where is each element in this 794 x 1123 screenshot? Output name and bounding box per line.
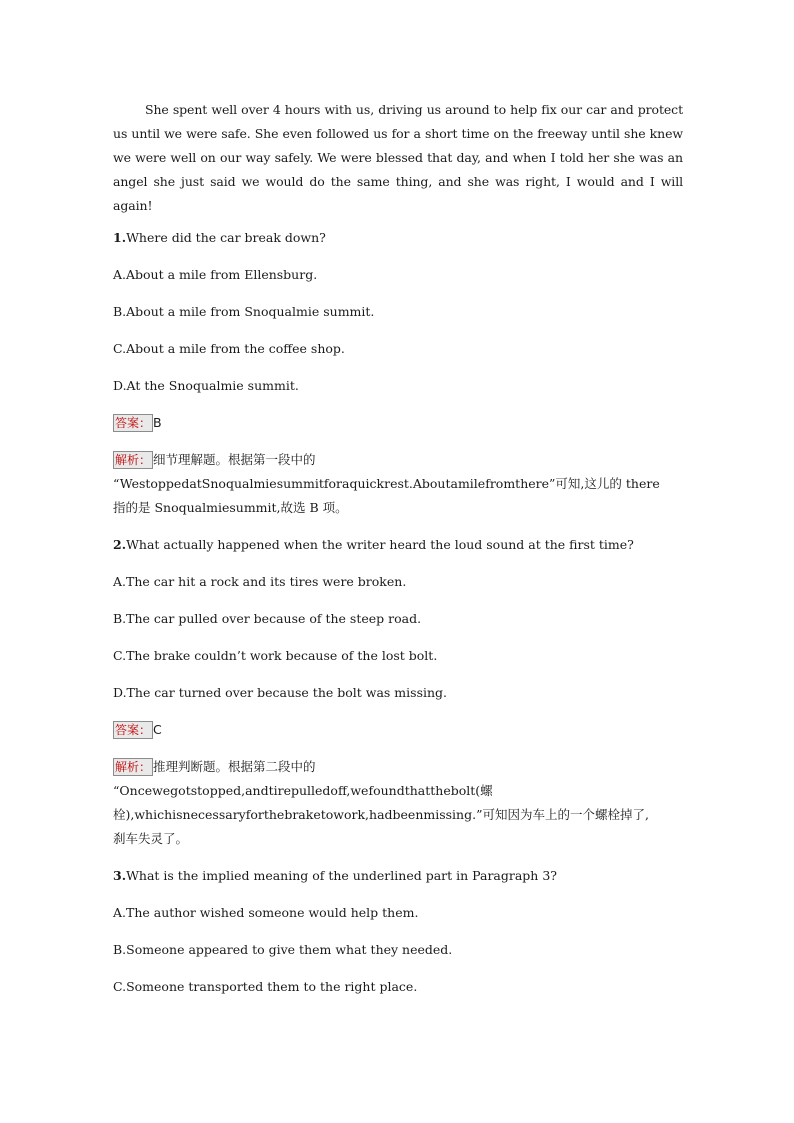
- question-text: What actually happened when the writer heard the loud sound at the first time?: [126, 537, 634, 552]
- passage-paragraph: She spent well over 4 hours with us, driving us around to help fix our car and protect us until we were safe. She even followed us for a short time on the freeway until she knew we were well on our way safely. We were blessed that day, and when I told her she was an angel she just said we would do the same thing, and she was right, I would and I will again!: [113, 102, 683, 213]
- answer-label: 答案：: [115, 723, 152, 737]
- question-stem: [113, 226, 683, 263]
- explanation-line: 刹车失灵了。: [113, 831, 189, 846]
- option-a: A.About a mile from Ellensburg.: [113, 267, 318, 282]
- explanation-label: 解析：: [115, 760, 152, 774]
- question-stem: [113, 864, 683, 901]
- question-1: [113, 226, 683, 520]
- question-stem: [113, 533, 683, 570]
- question-3: [113, 864, 683, 1012]
- option-c: C.Someone transported them to the right place.: [113, 979, 418, 994]
- option-a: A.The author wished someone would help them.: [113, 905, 419, 920]
- answer-value: C: [153, 722, 162, 737]
- option-d: D.At the Snoqualmie summit.: [113, 378, 299, 393]
- option-b: B.Someone appeared to give them what they needed.: [113, 942, 453, 957]
- explanation-line: 指的是 Snoqualmiesummit,故选 B 项。: [113, 500, 348, 515]
- explanation-line: “Oncewegotstopped,andtirepulledoff,wefoundthatthebolt(螺: [113, 783, 493, 798]
- question-text: Where did the car break down?: [126, 230, 326, 245]
- option-b: B.The car pulled over because of the steep road.: [113, 611, 422, 626]
- question-number: 1.: [113, 230, 127, 245]
- document-content: [113, 98, 683, 1012]
- explanation-label: 解析：: [115, 453, 152, 467]
- option-d: D.The car turned over because the bolt was missing.: [113, 685, 448, 700]
- option-a: A.The car hit a rock and its tires were broken.: [113, 574, 407, 589]
- answer-line: [113, 718, 683, 755]
- question-number: 2.: [113, 537, 127, 552]
- explanation-line: 解析： 细节理解题。根据第一段中的: [115, 452, 316, 467]
- question-2: [113, 533, 683, 851]
- explanation-block: [113, 448, 683, 520]
- question-text: What is the implied meaning of the underlined part in Paragraph 3?: [126, 868, 557, 883]
- option-c: C.The brake couldn’t work because of the lost bolt.: [113, 648, 438, 663]
- answer-line: [113, 411, 683, 448]
- option-b: B.About a mile from Snoqualmie summit.: [113, 304, 375, 319]
- explanation-line: 解析： 推理判断题。根据第二段中的: [115, 759, 316, 774]
- answer-value: B: [153, 415, 162, 430]
- answer-label: 答案：: [115, 416, 152, 430]
- explanation-line: “WestoppedatSnoqualmiesummitforaquickrest.Aboutamilefromthere”可知,这儿的 there: [113, 476, 660, 491]
- explanation-block: [113, 755, 683, 851]
- option-c: C.About a mile from the coffee shop.: [113, 341, 345, 356]
- question-number: 3.: [113, 868, 127, 883]
- explanation-line: 栓),whichisnecessaryforthebraketowork,hadbeenmissing.”可知因为车上的一个螺栓掉了,: [113, 807, 649, 822]
